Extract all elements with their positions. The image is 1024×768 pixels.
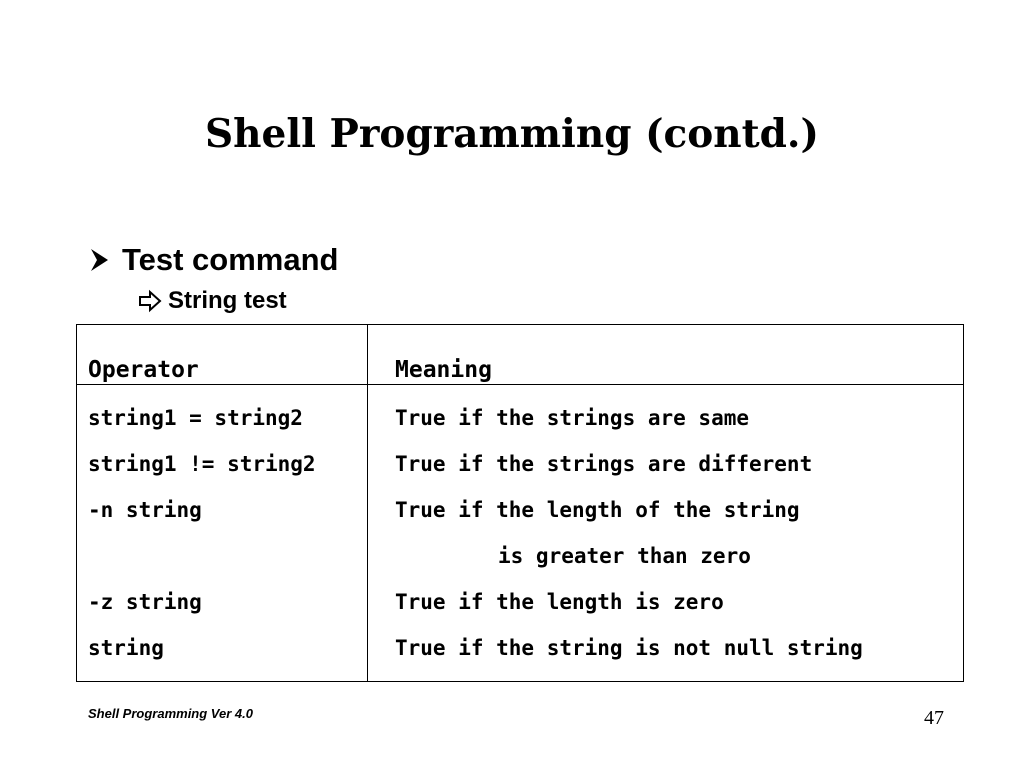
operator-cell: -n string [88, 498, 202, 522]
meaning-cell: True if the strings are different [395, 452, 813, 476]
meaning-cell: True if the length of the string [395, 498, 800, 522]
string-test-table [76, 324, 964, 682]
table-row [77, 533, 963, 579]
bullet-string-test [136, 283, 287, 319]
operator-cell: string [88, 636, 164, 660]
meaning-cell: True if the string is not null string [395, 636, 863, 660]
meaning-cell: True if the length is zero [395, 590, 724, 614]
header-meaning: Meaning [395, 357, 492, 383]
slide-title: Shell Programming (contd.) [205, 111, 819, 157]
operator-cell: -z string [88, 590, 202, 614]
header-operator: Operator [88, 357, 199, 383]
meaning-cell: True if the strings are same [395, 406, 750, 430]
bullet-test-command-label: Test command [122, 242, 339, 277]
operator-cell: string1 = string2 [88, 406, 303, 430]
bullet-string-test-label: String test [168, 287, 287, 314]
table-row [77, 579, 963, 625]
table-row [77, 441, 963, 487]
outline-arrow-bullet-icon [136, 283, 168, 319]
table-row [77, 395, 963, 441]
operator-cell: string1 != string2 [88, 452, 316, 476]
page-number: 47 [924, 707, 944, 729]
table-row [77, 487, 963, 533]
arrowhead-bullet-icon [88, 240, 122, 280]
table-header-row [77, 325, 963, 385]
footer-course-label: Shell Programming Ver 4.0 [88, 706, 253, 721]
bullet-test-command [88, 240, 338, 280]
table-row [77, 625, 963, 671]
meaning-cell-continuation: is greater than zero [498, 544, 751, 568]
